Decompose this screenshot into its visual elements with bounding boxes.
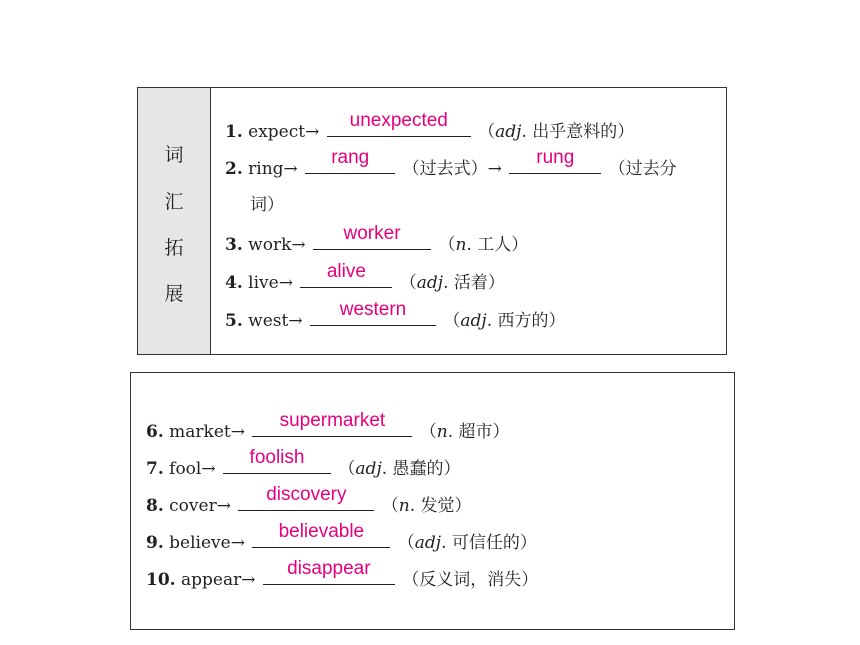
- item-word: expect→: [248, 122, 320, 142]
- item-gloss: . 愚蠢的）: [381, 459, 461, 479]
- side-title-char: 汇: [164, 191, 184, 213]
- exercise-item-2: [225, 147, 677, 179]
- item-number: 2.: [225, 159, 243, 179]
- answer-blank[interactable]: [263, 558, 395, 585]
- answer-text: supermarket: [279, 410, 386, 431]
- exercise-item-6: 6. market→ supermarket （n. 超市）: [146, 410, 510, 442]
- exercise-item-1: 1. expect→ unexpected （adj. 出乎意料的）: [225, 110, 635, 142]
- part-of-speech: adj: [414, 533, 442, 553]
- part-of-speech: n: [455, 235, 467, 255]
- answer-text: worker: [343, 223, 401, 244]
- item-gloss: . 超市）: [447, 422, 510, 442]
- answer-text: alive: [326, 261, 366, 282]
- item-gloss: . 工人）: [466, 235, 529, 255]
- item-gloss: . 可信任的）: [441, 533, 537, 553]
- answer-blank[interactable]: [238, 484, 374, 511]
- item-number: 6.: [146, 422, 164, 442]
- answer-text: foolish: [249, 447, 305, 468]
- exercise-item-10: [146, 558, 539, 590]
- item-number: 9.: [146, 533, 164, 553]
- item-number: 1.: [225, 122, 243, 142]
- answer-text: unexpected: [349, 110, 448, 131]
- answer-blank[interactable]: [305, 147, 395, 174]
- item-number: 10.: [146, 570, 176, 590]
- exercise-item-2-continued: [250, 190, 284, 215]
- answer-text-2: rung: [536, 147, 575, 168]
- answer-blank[interactable]: [252, 410, 412, 437]
- exercise-item-8: 8. cover→ discovery （n. 发觉）: [146, 484, 472, 516]
- exercise-item-9: 9. believe→ believable （adj. 可信任的）: [146, 521, 537, 553]
- item-word: ring→: [248, 159, 298, 179]
- answer-blank[interactable]: [327, 110, 471, 137]
- item-word: work→: [248, 235, 306, 255]
- part-of-speech: adj: [355, 459, 382, 479]
- exercise-item-7: 7. fool→ foolish （adj. 愚蠢的）: [146, 447, 461, 479]
- item-gloss: . 西方的）: [486, 311, 566, 331]
- answer-blank[interactable]: [300, 261, 392, 288]
- item-word: fool→: [169, 459, 216, 479]
- exercise-item-4: 4. live→ alive （adj. 活着）: [225, 261, 505, 293]
- item-number: 4.: [225, 273, 243, 293]
- item-word: believe→: [169, 533, 245, 553]
- answer-text: discovery: [266, 484, 347, 505]
- answer-blank[interactable]: [310, 299, 436, 326]
- item-number: 3.: [225, 235, 243, 255]
- answer-text: western: [339, 299, 407, 320]
- item-number: 8.: [146, 496, 164, 516]
- part-of-speech: adj: [416, 273, 444, 293]
- exercise-item-5: 5. west→ western （adj. 西方的）: [225, 299, 566, 331]
- item-note-cont: 词）: [250, 195, 284, 215]
- part-of-speech: adj: [460, 311, 487, 331]
- item-word: market→: [169, 422, 245, 442]
- side-title-panel: [138, 88, 211, 354]
- part-of-speech: adj: [495, 122, 522, 142]
- item-gloss: . 发觉）: [409, 496, 472, 516]
- side-title-char: 展: [164, 283, 184, 305]
- answer-text: disappear: [287, 558, 371, 579]
- item-number: 7.: [146, 459, 164, 479]
- item-word: live→: [248, 273, 293, 293]
- item-word: appear→: [180, 570, 256, 590]
- exercise-item-3: 3. work→ worker （n. 工人）: [225, 223, 529, 255]
- item-gloss: . 出乎意料的）: [521, 122, 635, 142]
- item-word: cover→: [169, 496, 231, 516]
- item-gloss: . 活着）: [443, 273, 505, 293]
- item-note: （过去式）→: [402, 159, 502, 179]
- answer-text: believable: [278, 521, 365, 542]
- side-title-char: 拓: [164, 237, 184, 259]
- answer-blank-2[interactable]: [509, 147, 601, 174]
- answer-blank[interactable]: [223, 447, 331, 474]
- item-gloss: （反义词，消失）: [402, 570, 539, 590]
- side-title-char: 词: [164, 144, 184, 166]
- answer-blank[interactable]: [313, 223, 431, 250]
- item-note-end: （过去分: [608, 159, 677, 179]
- item-number: 5.: [225, 311, 243, 331]
- answer-text: rang: [331, 147, 370, 168]
- part-of-speech: n: [398, 496, 410, 516]
- item-word: west→: [248, 311, 303, 331]
- part-of-speech: n: [436, 422, 448, 442]
- answer-blank[interactable]: [252, 521, 390, 548]
